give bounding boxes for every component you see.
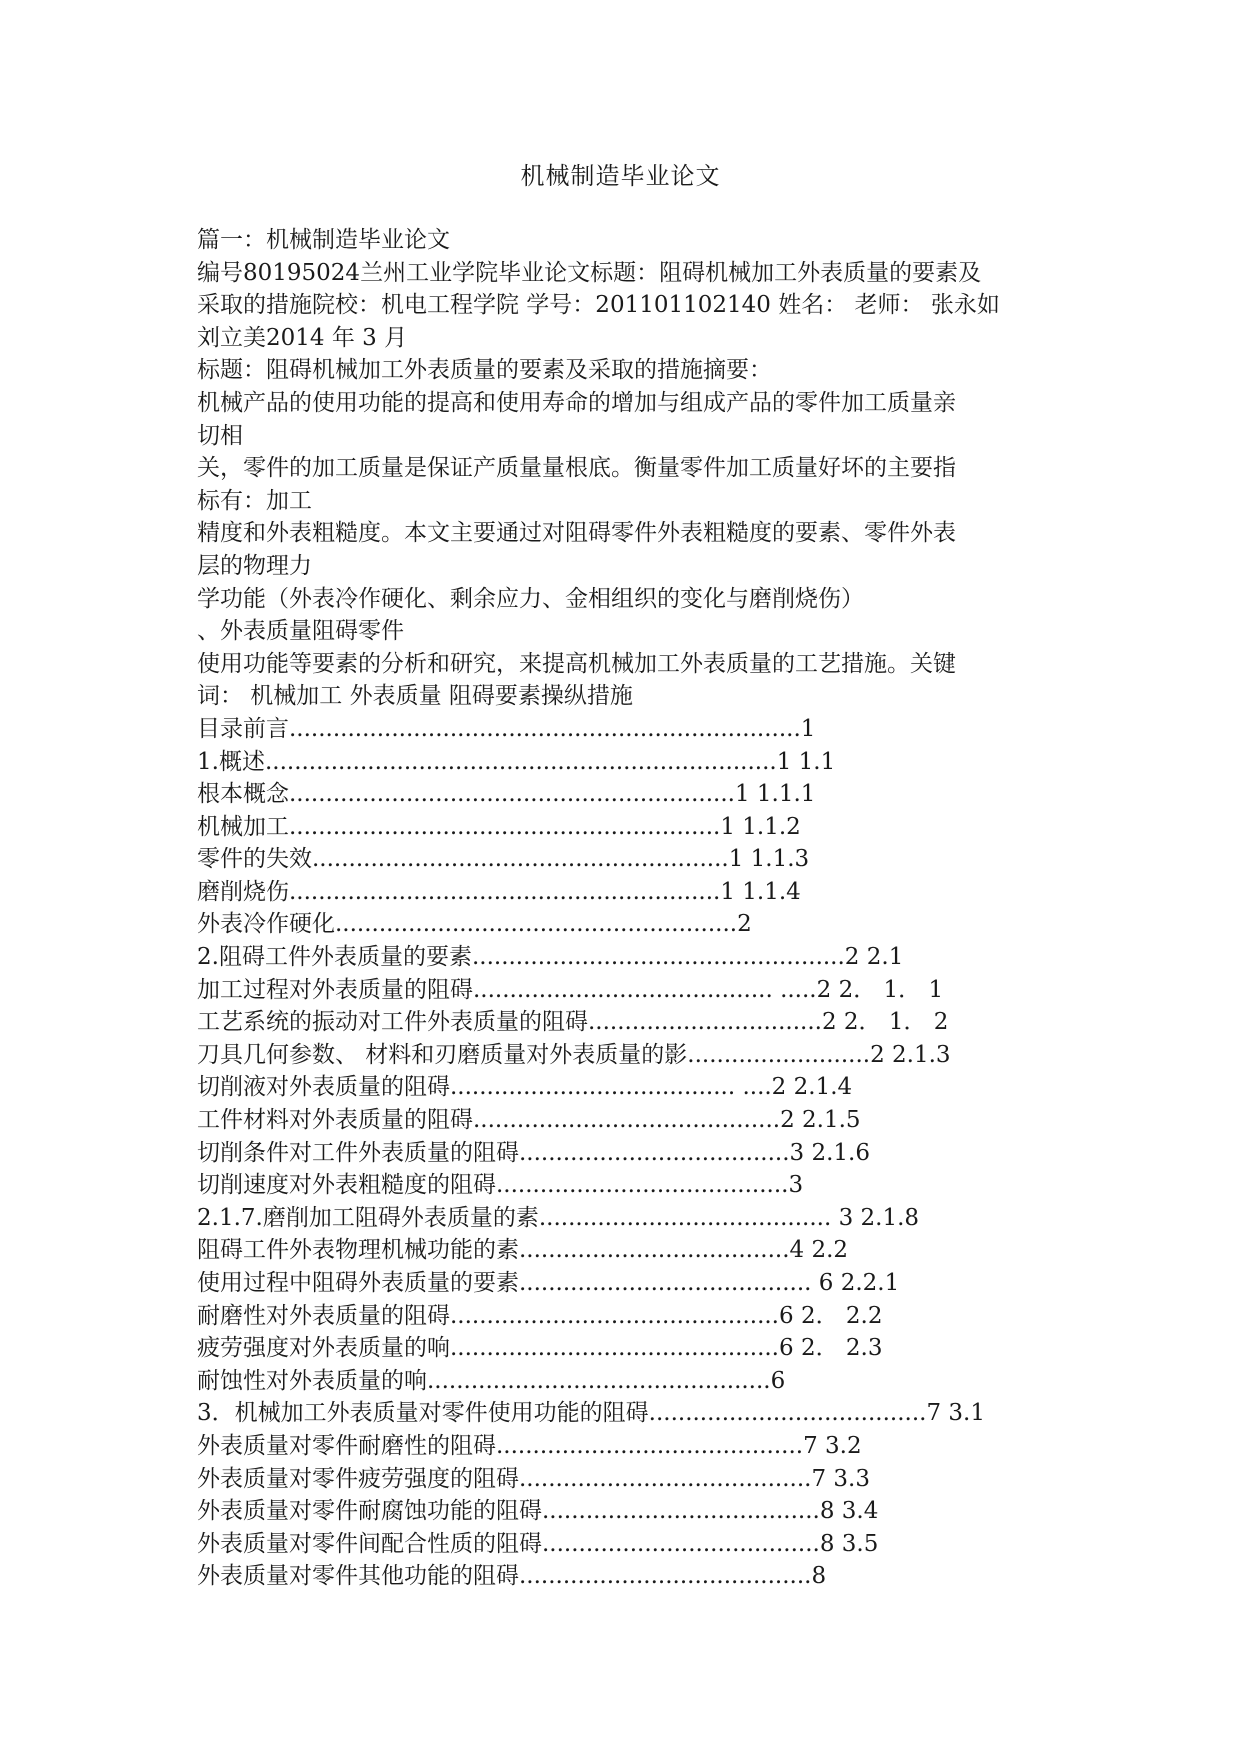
text-line: 层的物理力 xyxy=(197,552,312,579)
text-line: 根本概念.............................................................1 1.1.1 xyxy=(197,781,816,808)
text-line: 2.阻碍工件外表质量的要素...................................................2 2.1 xyxy=(197,944,904,971)
text-line: 阻碍工件外表物理机械功能的素.....................................4 2.2 xyxy=(197,1237,849,1264)
text-line: 使用过程中阻碍外表质量的要素........................................ 6 2.2.1 xyxy=(197,1270,900,1296)
text-line: 机械产品的使用功能的提高和使用寿命的增加与组成产品的零件加工质量亲 xyxy=(197,389,956,416)
text-line: 使用功能等要素的分析和研究，来提高机械加工外表质量的工艺措施。关键 xyxy=(197,650,956,677)
text-line: 刀具几何参数、 材料和刃磨质量对外表质量的影.........................2 2.1.3 xyxy=(197,1041,951,1068)
text-line: 精度和外表粗糙度。本文主要通过对阻碍零件外表粗糙度的要素、零件外表 xyxy=(197,520,956,547)
text-line: 切削液对外表质量的阻碍....................................... ....2 2.1.4 xyxy=(197,1074,853,1101)
text-line: 2.1.7.磨削加工阻碍外表质量的素........................................ 3 2.1.8 xyxy=(197,1204,920,1231)
text-line: 学功能（外表冷作硬化、剩余应力、金相组织的变化与磨削烧伤） xyxy=(197,585,864,612)
text-line: 1.概述......................................................................1 1.1 xyxy=(197,748,836,775)
text-line: 耐磨性对外表质量的阻碍.............................................6 2． 2.2 xyxy=(197,1302,883,1329)
text-line: 机械加工...........................................................1 1.1.2 xyxy=(197,813,801,840)
text-line: 磨削烧伤...........................................................1 1.1.4 xyxy=(197,878,801,905)
text-line: 编号80195024兰州工业学院毕业论文标题：阻碍机械加工外表质量的要素及 xyxy=(197,259,982,286)
text-line: 零件的失效.........................................................1 1.1.3 xyxy=(197,846,810,873)
text-line: 篇一：机械制造毕业论文 xyxy=(197,227,450,253)
text-line: 切相 xyxy=(197,422,243,449)
text-line: 工艺系统的振动对工件外表质量的阻碍................................2 2． 1． 2 xyxy=(197,1009,949,1036)
text-line: 疲劳强度对外表质量的响.............................................6 2． 2.3 xyxy=(197,1335,883,1362)
text-line: 、外表质量阻碍零件 xyxy=(197,618,404,645)
text-line: 外表冷作硬化.......................................................2 xyxy=(197,911,752,938)
text-line: 外表质量对零件耐磨性的阻碍..........................................7 3.2 xyxy=(197,1432,862,1459)
text-line: 采取的措施院校：机电工程学院 学号：201101102140 姓名： 老师： 张永如 xyxy=(197,292,1000,319)
text-line: 目录前言......................................................................1 xyxy=(197,715,816,742)
text-line: 外表质量对零件耐腐蚀功能的阻碍......................................8 3.4 xyxy=(197,1498,879,1525)
text-line: 关，零件的加工质量是保证产质量量根底。衡量零件加工质量好坏的主要指 xyxy=(197,455,956,482)
document-body xyxy=(197,224,1032,1593)
text-line: 切削速度对外表粗糙度的阻碍........................................3 xyxy=(197,1172,804,1199)
text-line: 标有：加工 xyxy=(197,487,312,514)
text-line: 工件材料对外表质量的阻碍..........................................2 2.1.5 xyxy=(197,1107,861,1134)
text-line: 标题：阻碍机械加工外表质量的要素及采取的措施摘要： xyxy=(197,357,772,384)
text-line: 外表质量对零件其他功能的阻碍........................................8 xyxy=(197,1563,827,1590)
document-title: 机械制造毕业论文 xyxy=(520,162,721,190)
text-line: 加工过程对外表质量的阻碍......................................... .....2 2． 1． 1 xyxy=(197,976,944,1003)
text-line: 外表质量对零件疲劳强度的阻碍........................................7 3.3 xyxy=(197,1465,870,1492)
text-line: 刘立美2014 年 3 月 xyxy=(197,324,408,351)
text-line: 词： 机械加工 外表质量 阻碍要素操纵措施 xyxy=(197,683,633,710)
text-line: 3．机械加工外表质量对零件使用功能的阻碍......................................7 3.1 xyxy=(197,1400,985,1427)
text-line: 外表质量对零件间配合性质的阻碍......................................8 3.5 xyxy=(197,1530,879,1557)
text-line: 耐蚀性对外表质量的响...............................................6 xyxy=(197,1367,786,1394)
text-line: 切削条件对工件外表质量的阻碍.....................................3 2.1.6 xyxy=(197,1139,870,1166)
